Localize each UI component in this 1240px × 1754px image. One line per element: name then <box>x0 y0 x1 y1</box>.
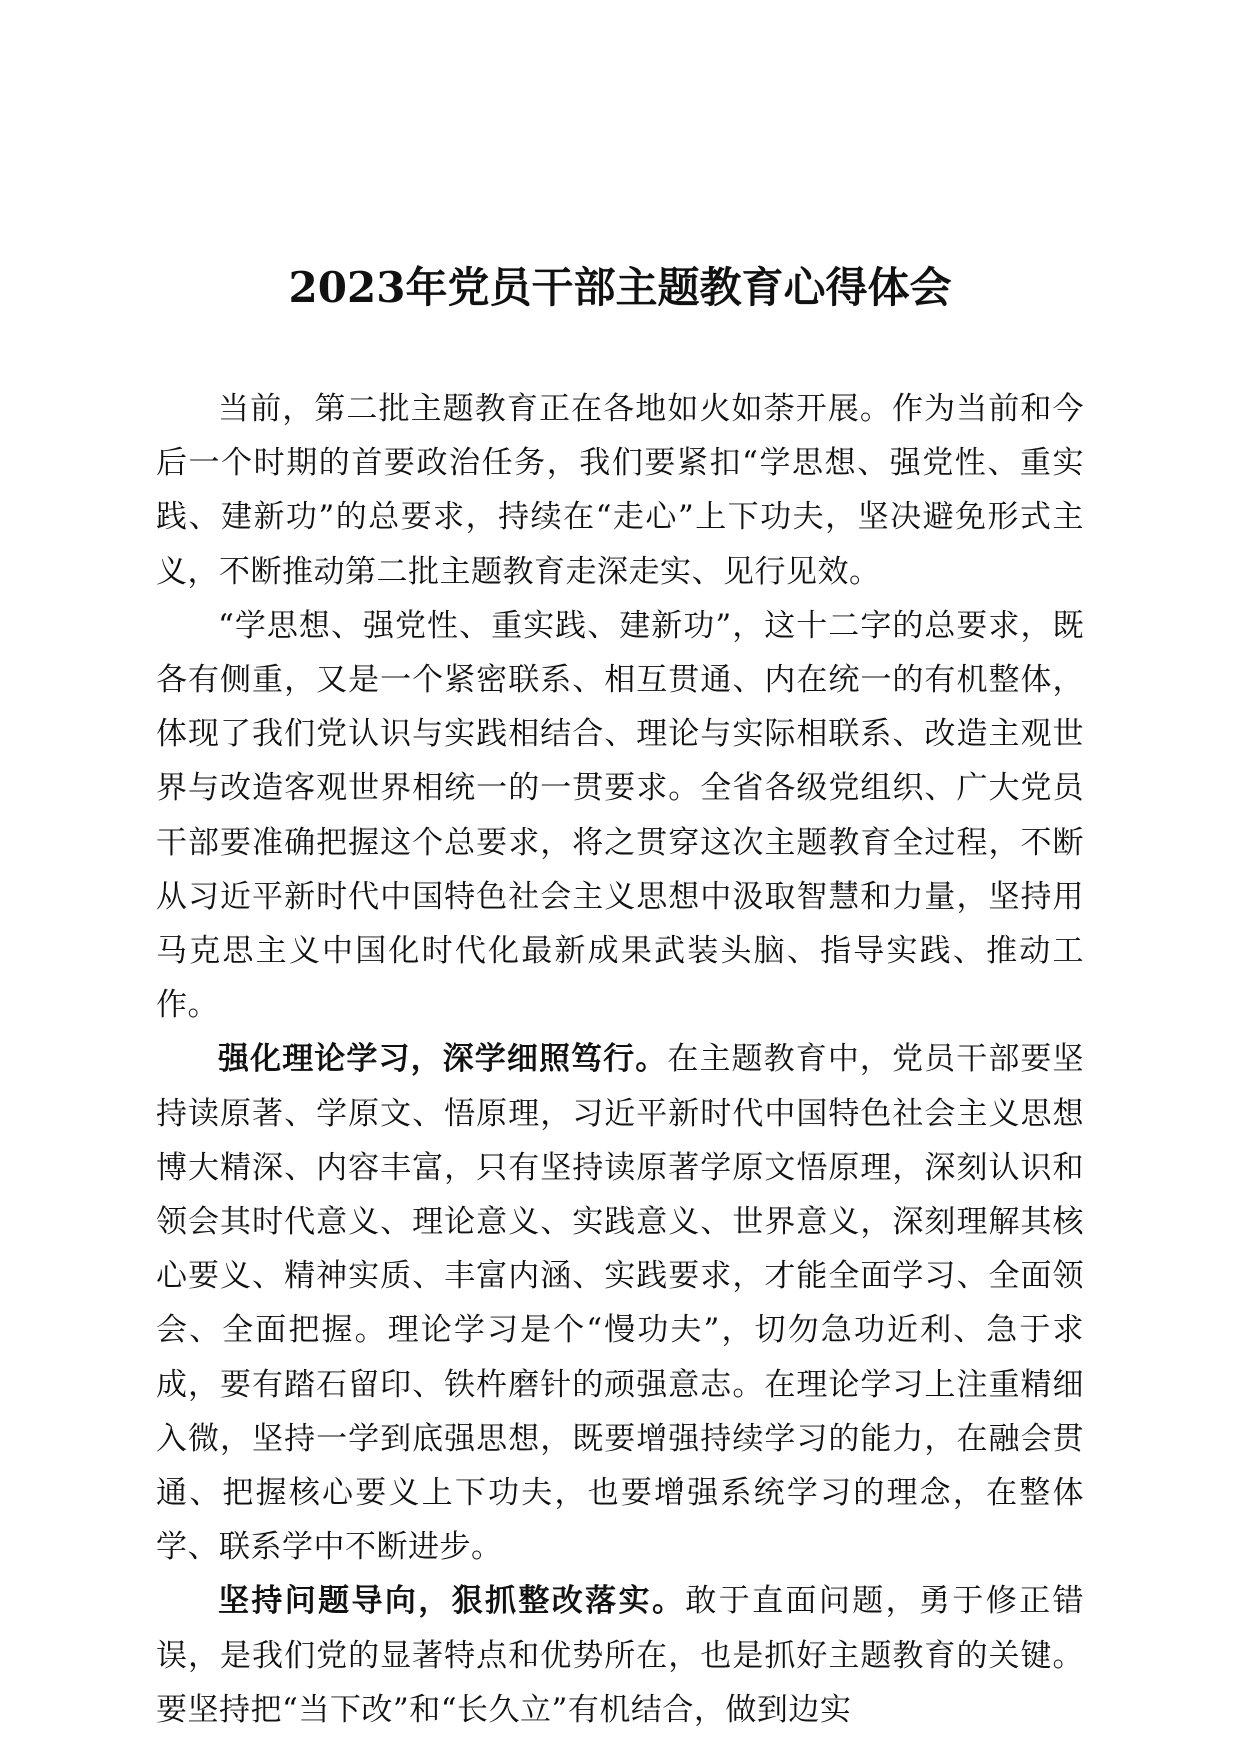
document-title: 2023年党员干部主题教育心得体会 <box>288 263 952 312</box>
paragraph-text: 当前，第二批主题教育正在各地如火如荼开展。作为当前和今后一个时期的首要政治任务，我们要紧扣“学思想、强党性、重实践、建新功”的总要求，持续在“走心”上下功夫，坚决避免形式主义，不断推动第二批主题教育走深走实、见行见效。 <box>156 391 1084 590</box>
paragraph-text: 敢于直面问题，勇于修正错误，是我们党的显著特点和优势所在，也是抓好主题教育的关键。要坚持把“当下改”和“长久立”有机结合，做到边实 <box>156 1583 1085 1728</box>
paragraph-text: 在主题教育中，党员干部要坚持读原著、学原文、悟原理，习近平新时代中国特色社会主义思想博大精深、内容丰富，只有坚持读原著学原文悟原理，深刻认识和领会其时代意义、理论意义、实践意义、世界意义，深刻理解其核心要义、精神实质、丰富内涵、实践要求，才能全面学习、全面领会、全面把握。理论学习是个“慢功夫”，切勿急功近利、急于求成，要有踏石留印、铁杵磨针的顽强意志。在理论学习上注重精细入微，坚持一学到底强思想，既要增强持续学习的能力，在融会贯通、把握核心要义上下功夫，也要增强系统学习的理念，在整体学、联系学中不断进步。 <box>156 1041 1085 1566</box>
paragraph-lead-heading: 坚持问题导向，狠抓整改落实。 <box>218 1583 686 1620</box>
paragraph-lead-heading: 强化理论学习，深学细照笃行。 <box>218 1041 668 1078</box>
document-body <box>156 382 1084 1737</box>
paragraph-text: “学思想、强党性、重实践、建新功”，这十二字的总要求，既各有侧重，又是一个紧密联系、相互贯通、内在统一的有机整体，体现了我们党认识与实践相结合、理论与实际相联系、改造主观世界与改造客观世界相统一的一贯要求。全省各级党组织、广大党员干部要准确把握这个总要求，将之贯穿这次主题教育全过程，不断从习近平新时代中国特色社会主义思想中汲取智慧和力量，坚持用马克思主义中国化时代化最新成果武装头脑、指导实践、推动工作。 <box>156 607 1084 1024</box>
paragraph-4 <box>156 1574 1084 1737</box>
paragraph-1 <box>156 382 1084 599</box>
paragraph-2 <box>156 599 1084 1033</box>
paragraph-3 <box>156 1032 1084 1574</box>
